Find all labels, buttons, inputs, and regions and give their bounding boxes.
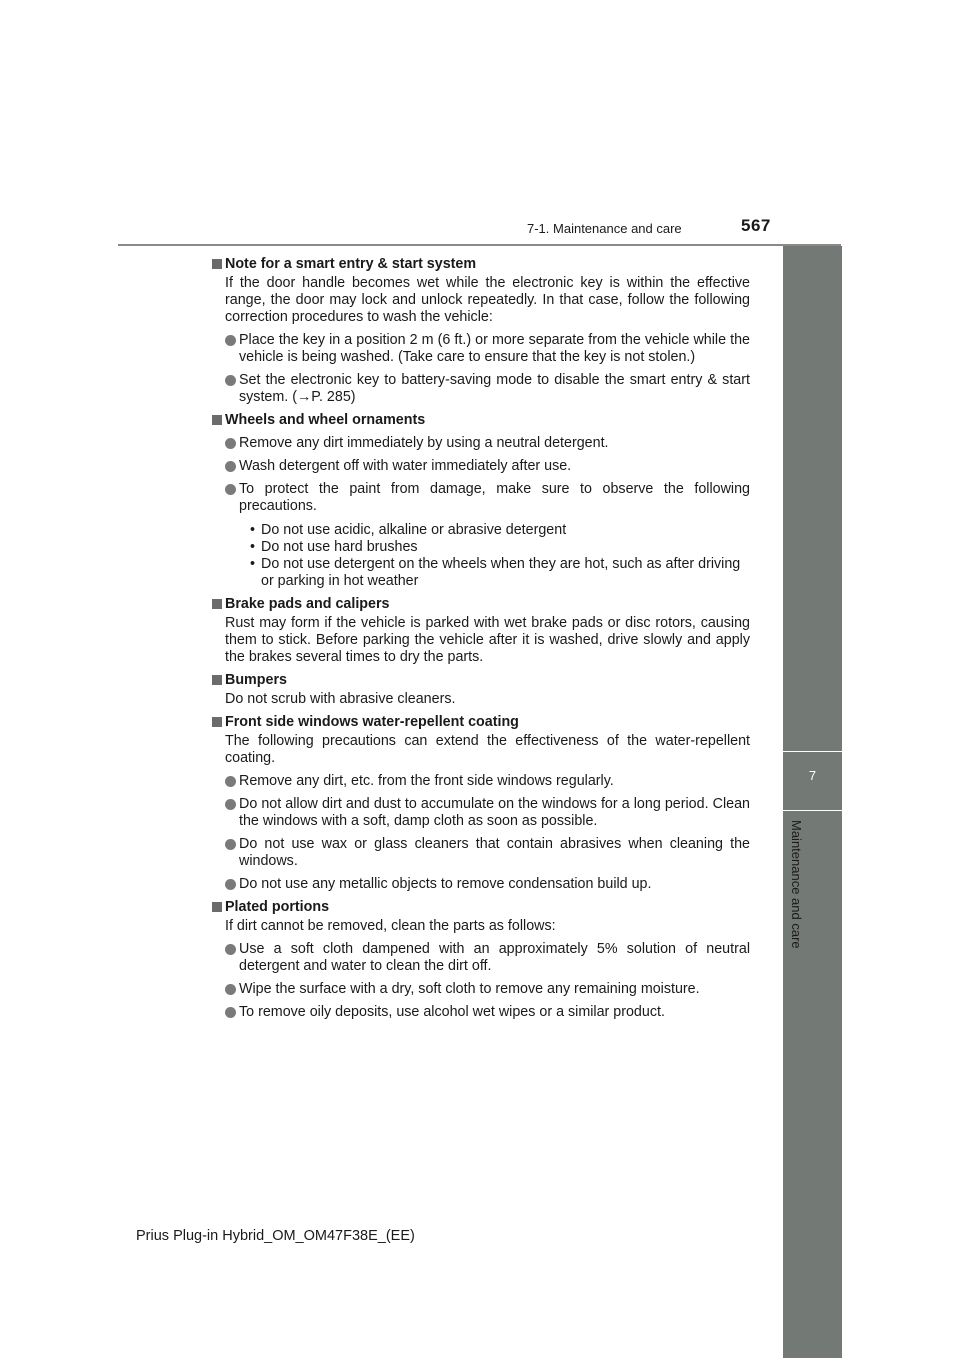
bullet-item: To protect the paint from damage, make sure to observe the following precautions.	[225, 481, 750, 515]
bullet-item: Do not use wax or glass cleaners that contain abrasives when cleaning the windows.	[225, 836, 750, 870]
square-bullet-icon	[212, 717, 222, 727]
chapter-label: Maintenance and care	[789, 820, 804, 949]
sub-list	[250, 522, 750, 590]
round-bullet-icon	[225, 839, 236, 850]
section-heading: Brake pads and calipers	[210, 596, 750, 613]
paragraph: Rust may form if the vehicle is parked with wet brake pads or disc rotors, causing them to stick. Before parking the vehicle after it is washed, drive slowly and apply the brakes several times to dry the parts.	[225, 615, 750, 665]
paragraph: Do not scrub with abrasive cleaners.	[225, 691, 456, 707]
sub-item: • Do not use acidic, alkaline or abrasive detergent	[250, 522, 567, 538]
bullet-item: Place the key in a position 2 m (6 ft.) or more separate from the vehicle while the vehicle is being washed. (Take care to ensure that the key is not stolen.)	[225, 332, 750, 366]
round-bullet-icon	[225, 461, 236, 472]
paragraph: The following precautions can extend the effectiveness of the water-repellent coating.	[225, 733, 750, 766]
round-bullet-icon	[225, 799, 236, 810]
square-bullet-icon	[212, 599, 222, 609]
bullet-item: Remove any dirt immediately by using a neutral detergent.	[225, 435, 750, 452]
header-divider	[118, 244, 841, 246]
sub-item: • Do not use detergent on the wheels when they are hot, such as after driving or parking in hot weather	[250, 556, 741, 589]
section-heading: Wheels and wheel ornaments	[210, 412, 750, 429]
section-heading: Note for a smart entry & start system	[210, 256, 750, 273]
square-bullet-icon	[212, 902, 222, 912]
bullet-item: Do not allow dirt and dust to accumulate on the windows for a long period. Clean the windows with a soft, damp cloth as soon as possible.	[225, 796, 750, 830]
side-bar-upper	[783, 246, 842, 751]
paragraph: If the door handle becomes wet while the electronic key is within the effective range, the door may lock and unlock repeatedly. In that case, follow the following correction procedures to wash the vehicle:	[225, 275, 750, 325]
square-bullet-icon	[212, 259, 222, 269]
manual-footer: Prius Plug-in Hybrid_OM_OM47F38E_(EE)	[136, 1228, 415, 1244]
paragraph: If dirt cannot be removed, clean the parts as follows:	[225, 918, 556, 934]
bullet-item: Wipe the surface with a dry, soft cloth to remove any remaining moisture.	[225, 981, 750, 998]
page-content	[210, 252, 750, 1021]
square-bullet-icon	[212, 415, 222, 425]
page-number: 567	[741, 216, 771, 235]
page-reference-link[interactable]: Set the electronic key to battery-saving mode to disable the smart entry & start system. (→P. 285)	[239, 372, 750, 405]
chapter-tab-number: 7	[808, 768, 817, 783]
section-heading: Plated portions	[210, 899, 750, 916]
section-heading: Bumpers	[210, 672, 750, 689]
round-bullet-icon	[225, 984, 236, 995]
round-bullet-icon	[225, 335, 236, 346]
bullet-item: Use a soft cloth dampened with an approximately 5% solution of neutral detergent and water to clean the dirt off.	[225, 941, 750, 975]
chapter-tab[interactable]	[783, 752, 842, 810]
round-bullet-icon	[225, 879, 236, 890]
section-title: 7-1. Maintenance and care	[527, 221, 682, 236]
bullet-item: Wash detergent off with water immediately after use.	[225, 458, 750, 475]
round-bullet-icon	[225, 375, 236, 386]
round-bullet-icon	[225, 438, 236, 449]
bullet-item: Remove any dirt, etc. from the front side windows regularly.	[225, 773, 750, 790]
section-heading: Front side windows water-repellent coating	[210, 714, 750, 731]
bullet-item	[225, 372, 750, 406]
round-bullet-icon	[225, 944, 236, 955]
bullet-item: Do not use any metallic objects to remove condensation build up.	[225, 876, 750, 893]
bullet-item: To remove oily deposits, use alcohol wet wipes or a similar product.	[225, 1004, 750, 1021]
square-bullet-icon	[212, 675, 222, 685]
round-bullet-icon	[225, 484, 236, 495]
round-bullet-icon	[225, 1007, 236, 1018]
sub-item: • Do not use hard brushes	[250, 539, 418, 555]
round-bullet-icon	[225, 776, 236, 787]
